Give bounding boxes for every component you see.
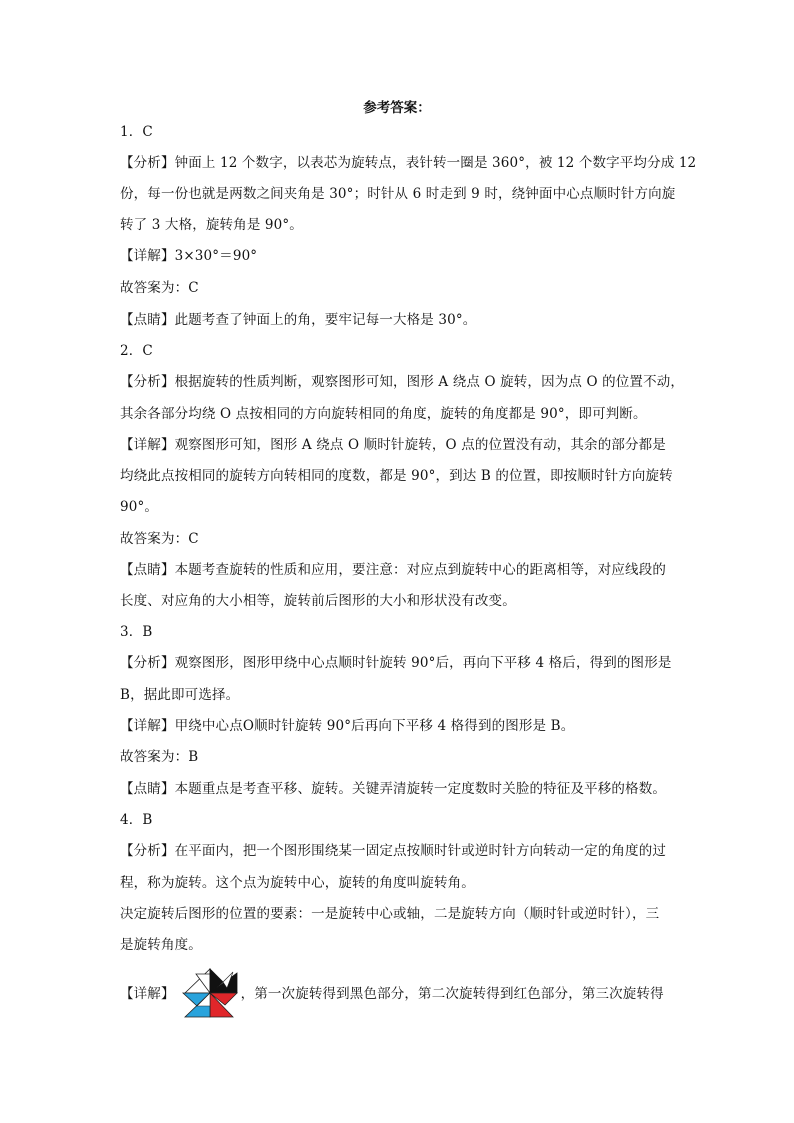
text-line: 份，每一份也就是两数之间夹角是 30°；时针从 6 时走到 9 时，绕钟面中心点顺时针方向旋: [120, 186, 676, 202]
text-line: 【分析】钟面上 12 个数字，以表芯为旋转点，表针转一圈是 360°，被 12 个数字平均分成 12: [120, 155, 697, 171]
text-line: 【分析】观察图形，图形甲绕中心点顺时针旋转 90°后，再向下平移 4 格后，得到的图形是: [120, 655, 672, 671]
text-line: 1．C: [120, 124, 153, 140]
text-line: 决定旋转后图形的位置的要素：一是旋转中心或轴，二是旋转方向（顺时针或逆时针），三: [120, 906, 660, 922]
text-line: 故答案为：B: [120, 749, 199, 765]
detail-text: ，第一次旋转得到黑色部分，第二次旋转得到红色部分，第三次旋转得: [240, 986, 664, 1002]
text-line: 故答案为：C: [120, 531, 199, 547]
text-line: 是旋转角度。: [120, 937, 202, 953]
detail-tag: 【详解】: [120, 986, 175, 1002]
text-line: 3．B: [120, 624, 153, 640]
page-title: 参考答案：: [363, 100, 431, 116]
text-line: 【点睛】本题重点是考查平移、旋转。关键弄清旋转一定度数时关脸的特征及平移的格数。: [120, 781, 666, 797]
text-line: 【详解】甲绕中心点O顺时针旋转 90°后再向下平移 4 格得到的图形是 B。: [120, 718, 575, 734]
text-line: 【分析】在平面内，把一个图形围绕某一固定点按顺时针或逆时针方向转动一定的角度的过: [120, 843, 666, 859]
text-line: 程，称为旋转。这个点为旋转中心，旋转的角度叫旋转角。: [120, 875, 475, 891]
text-line: 【点睛】本题考查旋转的性质和应用，要注意：对应点到旋转中心的距离相等，对应线段的: [120, 562, 666, 578]
text-line: 【详解】3×30°＝90°: [120, 248, 258, 264]
text-line: 其余各部分均绕 O 点按相同的方向旋转相同的角度，旋转的角度都是 90°，即可判断。: [120, 406, 647, 422]
text-line: B，据此即可选择。: [120, 687, 240, 703]
text-line: 均绕此点按相同的旋转方向转相同的度数，都是 90°，到达 B 的位置，即按顺时针方向旋转: [120, 468, 673, 484]
text-line: 故答案为：C: [120, 280, 199, 296]
text-line: 90°。: [120, 499, 159, 515]
text-line: 长度、对应角的大小相等，旋转前后图形的大小和形状没有改变。: [120, 593, 516, 609]
text-line: 2．C: [120, 343, 153, 359]
text-line: 【点睛】此题考查了钟面上的角，要牢记每一大格是 30°。: [120, 312, 477, 328]
text-line: 转了 3 大格，旋转角是 90°。: [120, 217, 303, 233]
text-line: 4．B: [120, 812, 153, 828]
text-line: 【详解】观察图形可知，图形 A 绕点 O 顺时针旋转，O 点的位置没有动，其余的部分都是: [120, 437, 666, 453]
pinwheel-figure-icon: [181, 968, 239, 1018]
text-line: 【分析】根据旋转的性质判断，观察图形可知，图形 A 绕点 O 旋转，因为点 O 的位置不动，: [120, 374, 685, 390]
